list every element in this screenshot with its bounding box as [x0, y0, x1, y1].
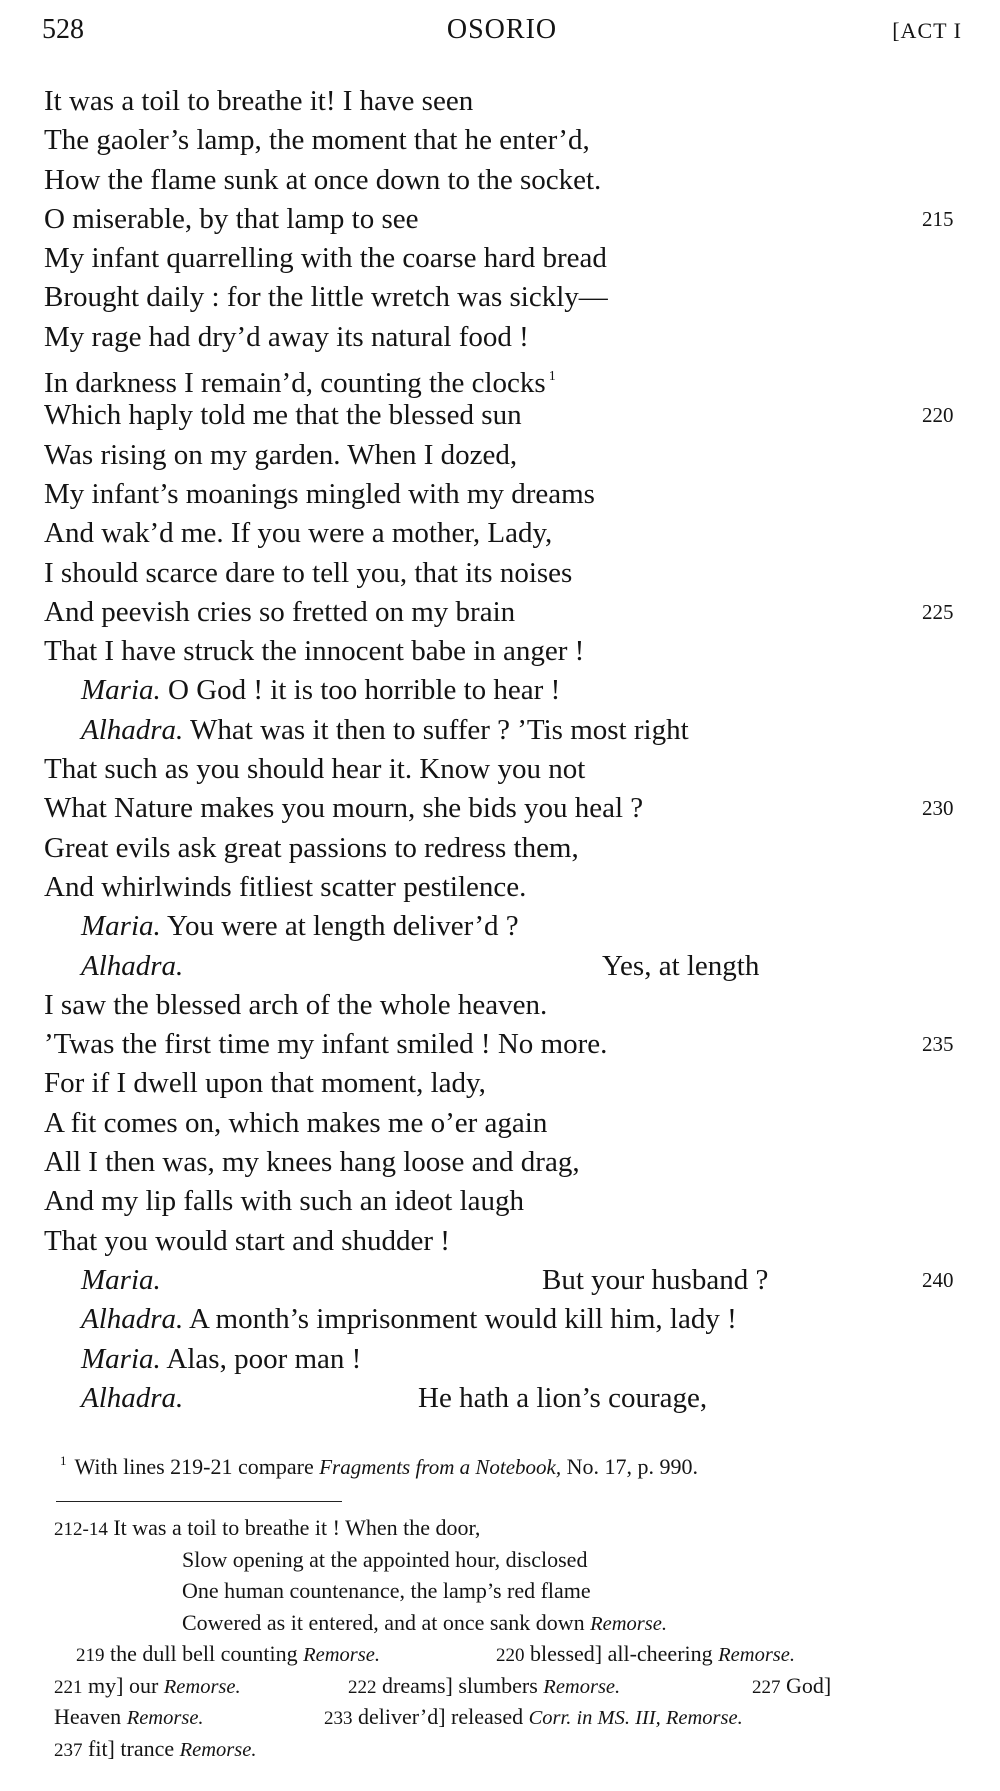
- variant-line-number: 222: [348, 1676, 377, 1698]
- footnote-divider: [56, 1501, 342, 1502]
- line-text: All I then was, my knees hang loose and drag,: [44, 1146, 580, 1179]
- footnote-ref-title: Fragments from a Notebook,: [319, 1455, 562, 1479]
- variant-text: One human countenance, the lamp’s red flame: [182, 1578, 591, 1603]
- line-text: Which haply told me that the blessed sun: [44, 399, 522, 432]
- variant-entry: [348, 1670, 620, 1704]
- verse-line: [44, 829, 964, 868]
- line-number: 235: [922, 1032, 954, 1057]
- page-number: 528: [42, 14, 84, 45]
- line-continuation: He hath a lion’s courage,: [418, 1381, 708, 1414]
- line-text: How the flame sunk at once down to the socket.: [44, 163, 602, 196]
- verse-line: [44, 789, 964, 828]
- variant-entry: [76, 1638, 380, 1672]
- footnote-ref-rest: No. 17, p. 990.: [566, 1454, 698, 1479]
- verse-line: [44, 907, 964, 946]
- line-text: My infant’s moanings mingled with my dreams: [44, 477, 595, 510]
- line-text: And peevish cries so fretted on my brain: [44, 595, 516, 628]
- variant-text: dreams] slumbers: [382, 1672, 538, 1698]
- verse-line: [44, 868, 964, 907]
- variant-entry: [54, 1547, 587, 1572]
- speaker-name: Alhadra.: [81, 1303, 184, 1336]
- line-number: 230: [922, 796, 954, 821]
- line-text: O miserable, by that lamp to see: [44, 202, 419, 235]
- variant-text: It was a toil to breathe it ! When the door,: [113, 1515, 481, 1540]
- line-continuation: But your husband ?: [542, 1263, 769, 1296]
- variant-entry: [54, 1578, 591, 1603]
- line-number: 240: [922, 1267, 954, 1292]
- variant-text: the dull bell counting: [110, 1641, 298, 1666]
- line-text: The gaoler’s lamp, the moment that he enter’d,: [44, 124, 590, 157]
- speaker-name: Maria.: [81, 910, 161, 943]
- variant-entry: [54, 1670, 241, 1704]
- variant-entry: [324, 1701, 743, 1735]
- variant-entry: [54, 1701, 204, 1735]
- act-marker: [ACT I: [892, 18, 962, 43]
- verse-line: [44, 475, 964, 514]
- line-text: ’Twas the first time my infant smiled ! No more.: [44, 1028, 608, 1061]
- line-text: And whirlwinds fitliest scatter pestilence.: [44, 870, 527, 903]
- verse-line: [44, 1064, 964, 1103]
- line-number: 220: [922, 403, 954, 428]
- speaker-name: Alhadra.: [81, 713, 184, 746]
- line-number: 225: [922, 599, 954, 624]
- line-text: A month’s imprisonment would kill him, lady !: [188, 1303, 737, 1336]
- verse-line: [44, 514, 964, 553]
- verse-line: [44, 1182, 964, 1221]
- line-text: O God ! it is too horrible to hear !: [168, 674, 561, 707]
- variant-entry: [54, 1515, 480, 1540]
- variant-source: Remorse.: [179, 1738, 257, 1761]
- variant-line-number: 212-14: [54, 1519, 108, 1540]
- line-text: A fit comes on, which makes me o’er again: [44, 1106, 548, 1139]
- verse-line: [44, 947, 964, 986]
- variant-text: Slow opening at the appointed hour, disclosed: [182, 1546, 588, 1572]
- line-text: For if I dwell upon that moment, lady,: [44, 1067, 486, 1100]
- line-continuation: Yes, at length: [602, 949, 760, 982]
- variant-text: my] our: [88, 1672, 159, 1698]
- variant-line: [54, 1607, 974, 1639]
- verse-line: [44, 554, 964, 593]
- variant-entry: [54, 1733, 256, 1767]
- verse-line: [44, 671, 964, 710]
- variant-line: [54, 1544, 974, 1576]
- footnote-reference: 1: [548, 369, 556, 385]
- variant-source: Remorse.: [590, 1612, 667, 1635]
- variant-line: [54, 1733, 974, 1765]
- line-text: Great evils ask great passions to redress them,: [44, 831, 579, 864]
- line-text: And wak’d me. If you were a mother, Lady,: [44, 517, 553, 550]
- verse-line: [44, 200, 964, 239]
- variant-text: God]: [786, 1672, 832, 1698]
- verse-line: [44, 1025, 964, 1064]
- verse-line: [44, 278, 964, 317]
- variant-entry: [496, 1638, 795, 1672]
- line-text: That such as you should hear it. Know you not: [44, 753, 586, 786]
- line-text: My rage had dry’d away its natural food !: [44, 320, 529, 353]
- speaker-name: Maria.: [81, 1263, 161, 1296]
- speaker-name: Alhadra.: [81, 949, 184, 982]
- verse-line: [44, 396, 964, 435]
- footnote-text: With lines 219-21 compare: [74, 1454, 314, 1479]
- variant-line-number: 220: [496, 1645, 525, 1666]
- verse-line: [44, 82, 964, 121]
- variant-source: Remorse.: [163, 1675, 241, 1698]
- line-text: In darkness I remain’d, counting the clocks: [44, 367, 546, 400]
- variant-line: [54, 1512, 974, 1544]
- variant-text: fit] trance: [88, 1735, 175, 1761]
- footnote: [60, 1453, 960, 1480]
- verse-line: [44, 436, 964, 475]
- variant-line-number: 219: [76, 1645, 105, 1666]
- verse-line: [44, 318, 964, 357]
- variant-line: [54, 1638, 974, 1670]
- verse-line: [44, 161, 964, 200]
- variant-text: deliver’d] released: [358, 1704, 524, 1729]
- verse-line: [44, 121, 964, 160]
- variant-line-number: 227: [752, 1676, 781, 1698]
- line-text: Was rising on my garden. When I dozed,: [44, 438, 518, 471]
- verse-line: [44, 1379, 964, 1418]
- verse-line: [44, 239, 964, 278]
- line-text: What was it then to suffer ? ’Tis most right: [190, 713, 689, 746]
- variant-text: Cowered as it entered, and at once sank down: [182, 1609, 585, 1635]
- speaker-name: Maria.: [81, 674, 161, 707]
- line-text: That you would start and shudder !: [44, 1224, 450, 1257]
- verse-line: [44, 357, 964, 400]
- speaker-name: Alhadra.: [81, 1381, 184, 1414]
- running-header: [42, 14, 962, 54]
- verse-line: [44, 1340, 964, 1379]
- running-title: OSORIO: [446, 14, 558, 45]
- verse-line: [44, 1300, 964, 1339]
- verse-line: [44, 1104, 964, 1143]
- line-text: That I have struck the innocent babe in anger !: [44, 635, 585, 668]
- verse-line: [44, 750, 964, 789]
- variant-source: Remorse.: [718, 1644, 795, 1666]
- variant-text: Heaven: [54, 1704, 122, 1729]
- verse-line: [44, 986, 964, 1025]
- variant-line: [54, 1575, 974, 1607]
- line-text: Alas, poor man !: [166, 1342, 362, 1375]
- variant-line: [54, 1701, 974, 1733]
- verse-line: [44, 711, 964, 750]
- variant-source: Remorse.: [543, 1675, 621, 1698]
- variant-source: Remorse.: [126, 1707, 204, 1729]
- textual-variants: [54, 1512, 974, 1764]
- variant-source: Corr. in MS. III, Remorse.: [528, 1707, 743, 1729]
- line-text: You were at length deliver’d ?: [166, 910, 519, 943]
- verse-line: [44, 593, 964, 632]
- variant-source: Remorse.: [303, 1644, 380, 1666]
- line-text: My infant quarrelling with the coarse hard bread: [44, 242, 607, 275]
- line-text: It was a toil to breathe it! I have seen: [44, 85, 474, 117]
- variant-line-number: 221: [54, 1676, 83, 1698]
- footnote-mark: 1: [60, 1453, 67, 1468]
- line-text: I should scarce dare to tell you, that its noises: [44, 556, 573, 589]
- variant-line: [54, 1670, 974, 1702]
- verse-line: [44, 632, 964, 671]
- line-text: Brought daily : for the little wretch was sickly—: [44, 281, 608, 314]
- line-text: And my lip falls with such an ideot laugh: [44, 1185, 525, 1218]
- verse-text: [44, 82, 964, 1418]
- variant-line-number: 233: [324, 1708, 353, 1729]
- variant-entry: [752, 1670, 831, 1704]
- speaker-name: Maria.: [81, 1342, 161, 1375]
- line-text: I saw the blessed arch of the whole heaven.: [44, 988, 548, 1021]
- variant-line-number: 237: [54, 1739, 83, 1761]
- verse-line: [44, 1261, 964, 1300]
- verse-line: [44, 1222, 964, 1261]
- verse-line: [44, 1143, 964, 1182]
- line-text: What Nature makes you mourn, she bids you heal ?: [44, 792, 644, 825]
- variant-text: blessed] all-cheering: [530, 1641, 713, 1666]
- line-number: 215: [922, 206, 954, 231]
- variant-entry: [54, 1610, 667, 1635]
